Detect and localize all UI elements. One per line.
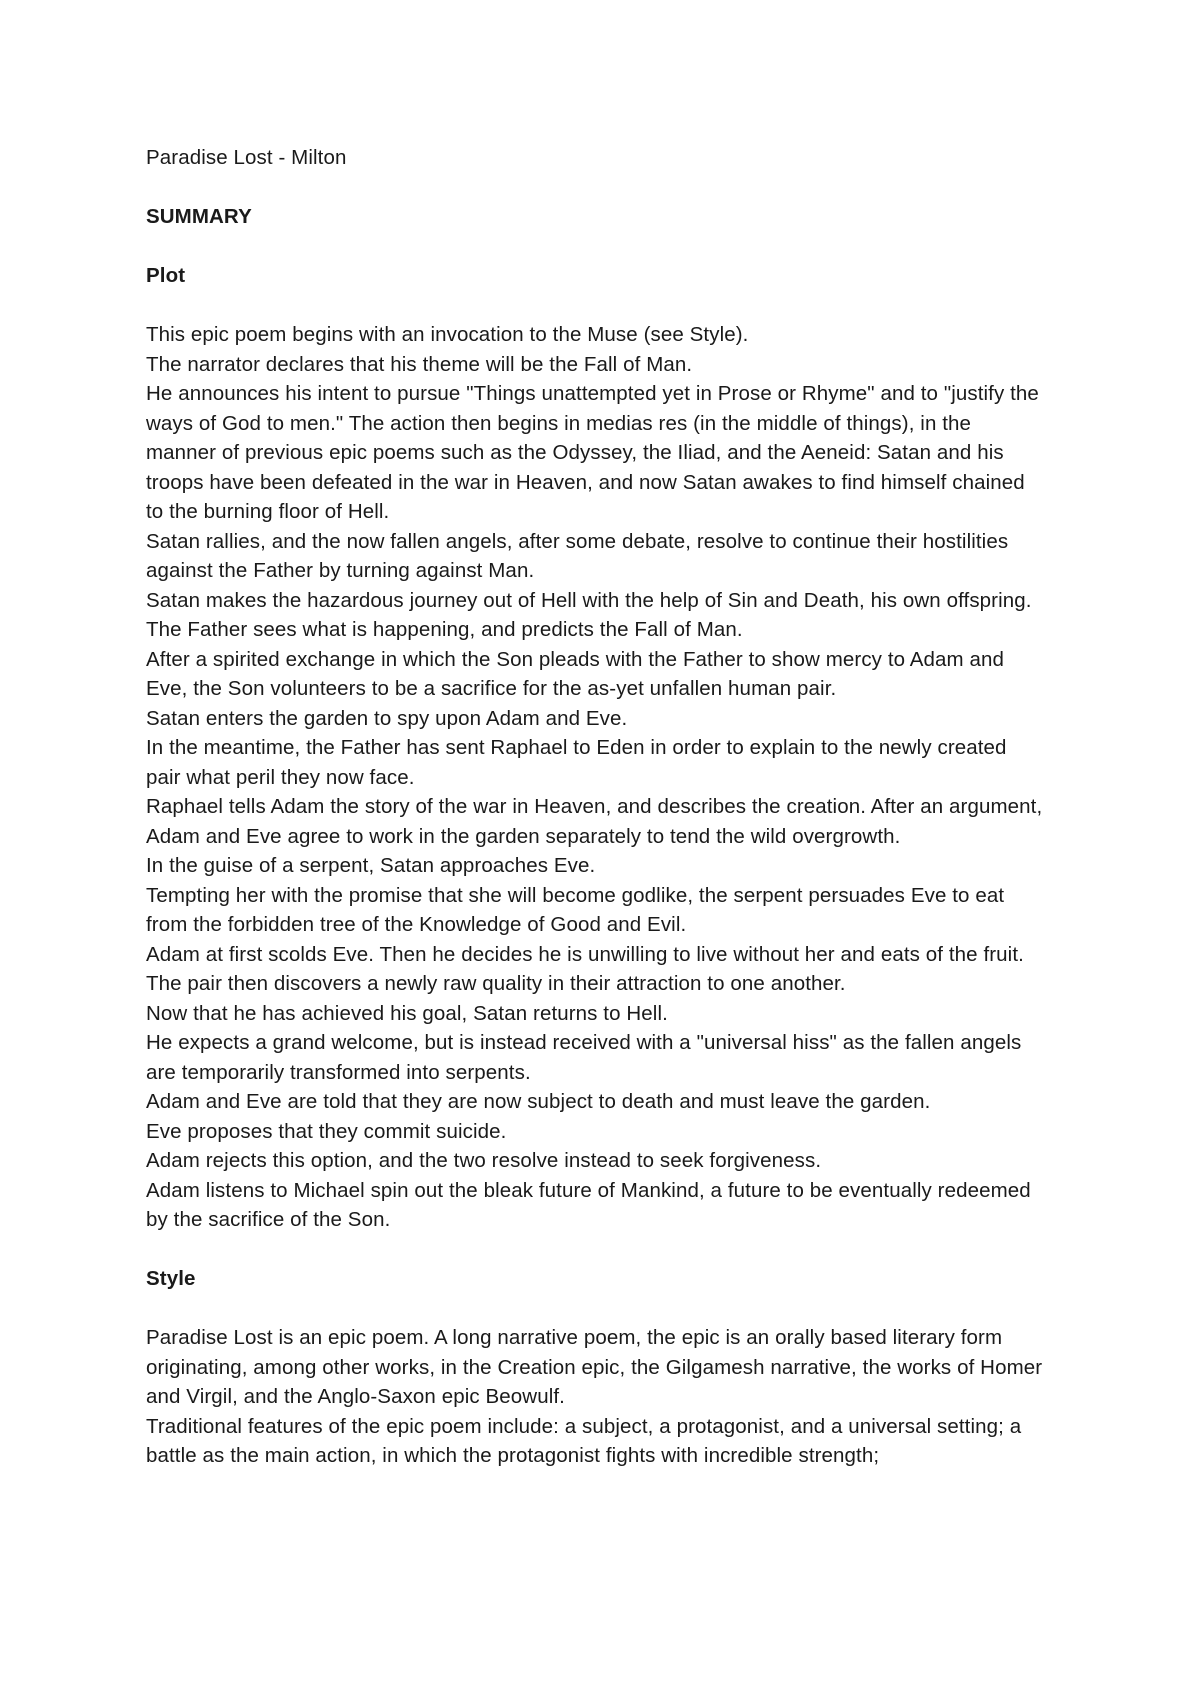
plot-heading: Plot <box>146 264 186 287</box>
summary-heading: SUMMARY <box>146 205 252 228</box>
plot-line: Raphael tells Adam the story of the war in Heaven, and describes the creation. After an argument, Adam and Eve agree to work in the garden separately to tend the wild overgrowth. <box>146 795 1043 848</box>
spacer <box>146 173 1046 203</box>
spacer <box>146 1294 1046 1324</box>
plot-line: He announces his intent to pursue "Things unattempted yet in Prose or Rhyme" and to "justify the ways of God to men." The action then begins in medias res (in the middle of things), in the manner of previous epic poems such as the Odyssey, the Iliad, and the Aeneid: Satan and his troops have been defeated in the war in Heaven, and now Satan awakes to find himself chained to the burning floor of Hell. <box>146 382 1039 523</box>
spacer <box>146 1235 1046 1265</box>
plot-line: Adam listens to Michael spin out the bleak future of Mankind, a future to be eventually redeemed by the sacrifice of the Son. <box>146 1178 1031 1231</box>
plot-line: After a spirited exchange in which the Son pleads with the Father to show mercy to Adam and Eve, the Son volunteers to be a sacrifice for the as-yet unfallen human pair. <box>146 647 1005 700</box>
style-line: Paradise Lost is an epic poem. A long narrative poem, the epic is an orally based literary form originating, among other works, in the Creation epic, the Gilgamesh narrative, the works of Homer and Virgil, and the Anglo-Saxon epic Beowulf. <box>146 1326 1043 1408</box>
plot-line: Now that he has achieved his goal, Satan returns to Hell. <box>146 1001 668 1025</box>
plot-line: Satan enters the garden to spy upon Adam and Eve. <box>146 706 628 730</box>
document-body <box>146 143 1046 1471</box>
plot-line: This epic poem begins with an invocation to the Muse (see Style). <box>146 323 749 346</box>
plot-line: In the meantime, the Father has sent Raphael to Eden in order to explain to the newly created pair what peril they now face. <box>146 736 1007 789</box>
spacer <box>146 232 1046 262</box>
plot-line: Adam and Eve are told that they are now subject to death and must leave the garden. <box>146 1090 931 1113</box>
plot-line: In the guise of a serpent, Satan approaches Eve. <box>146 854 596 877</box>
plot-line: Eve proposes that they commit suicide. <box>146 1119 507 1143</box>
plot-line: He expects a grand welcome, but is instead received with a "universal hiss" as the fallen angels are temporarily transformed into serpents. <box>146 1031 1022 1084</box>
style-line: Traditional features of the epic poem include: a subject, a protagonist, and a universal setting; a battle as the main action, in which the protagonist fights with incredible strength; <box>146 1414 1022 1467</box>
style-heading: Style <box>146 1267 196 1290</box>
style-paragraphs <box>146 1323 1046 1471</box>
plot-line: Satan rallies, and the now fallen angels, after some debate, resolve to continue their hostilities against the Father by turning against Man. <box>146 529 1009 582</box>
plot-paragraphs <box>146 320 1046 1235</box>
document-title: Paradise Lost - Milton <box>146 146 347 169</box>
plot-line: The Father sees what is happening, and predicts the Fall of Man. <box>146 618 743 641</box>
plot-line: Tempting her with the promise that she will become godlike, the serpent persuades Eve to eat from the forbidden tree of the Knowledge of Good and Evil. <box>146 883 1005 936</box>
plot-line: The narrator declares that his theme will be the Fall of Man. <box>146 352 693 376</box>
plot-line: The pair then discovers a newly raw quality in their attraction to one another. <box>146 972 846 995</box>
plot-line: Adam at first scolds Eve. Then he decides he is unwilling to live without her and eats of the fruit. <box>146 942 1024 966</box>
spacer <box>146 291 1046 321</box>
plot-line: Satan makes the hazardous journey out of Hell with the help of Sin and Death, his own offspring. <box>146 588 1032 612</box>
plot-line: Adam rejects this option, and the two resolve instead to seek forgiveness. <box>146 1149 822 1172</box>
